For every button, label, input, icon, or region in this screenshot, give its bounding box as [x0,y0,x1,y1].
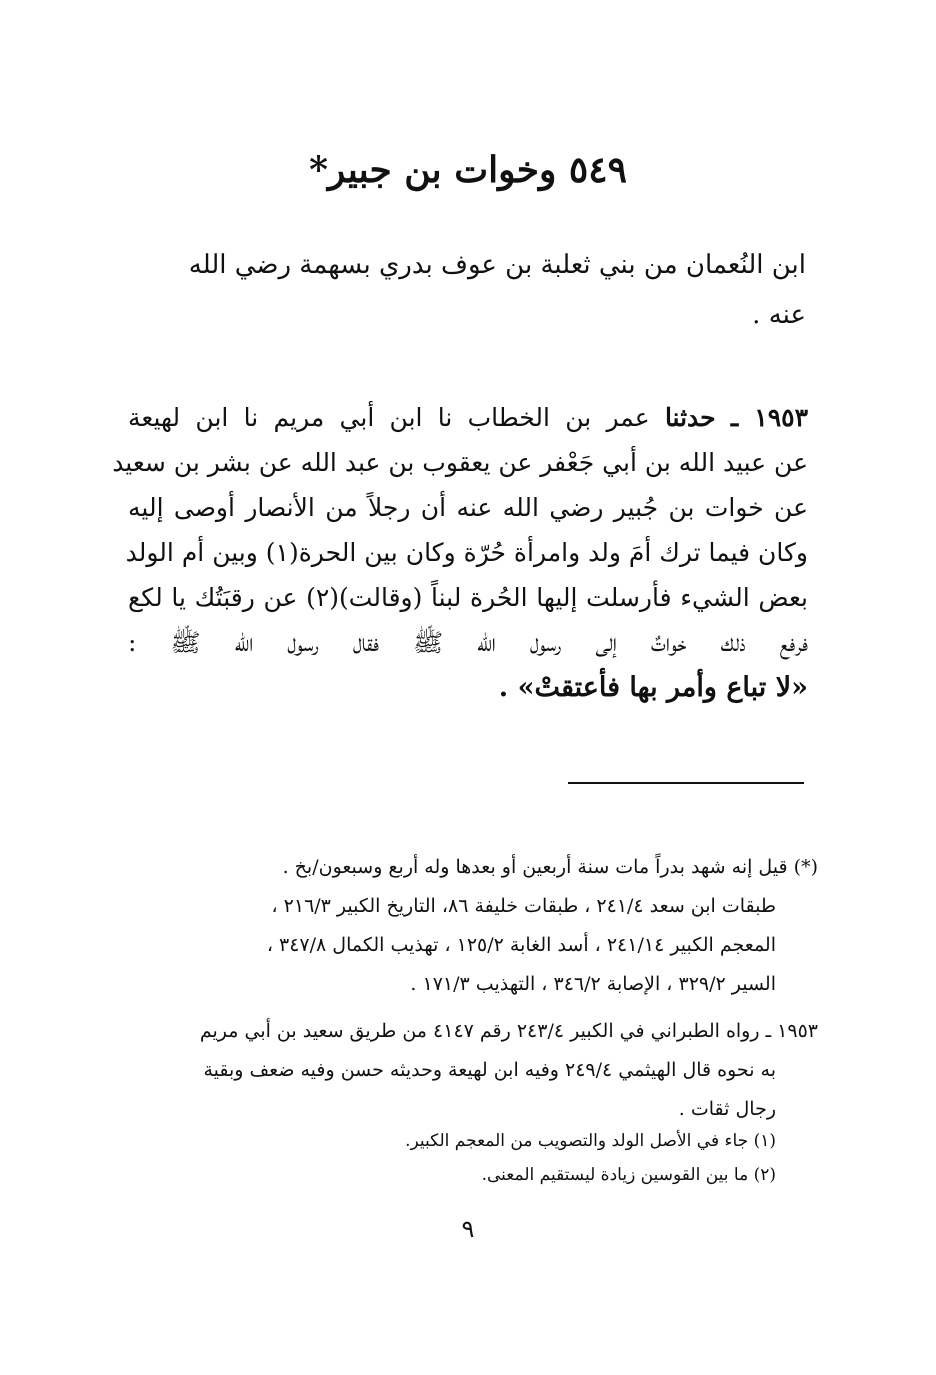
page-number: ٩ [461,1215,475,1243]
hadith-number: ١٩٥٣ ـ [730,403,808,432]
prophetic-saying: «لا تباع وأمر بها فأعتقتْ» . [498,672,808,703]
hadith-line: بعض الشيء فأرسلت إليها الحُرة لبناً (وقالت)(٢) عن رقبَتُك يا لكع [128,583,808,612]
intro-line: عنه . [752,300,806,330]
narrator-intro [126,240,806,340]
hadith-opening-word: حدثنا [664,403,716,432]
takhrij-footnote [118,1012,818,1129]
note-line: (٢) ما بين القوسين زيادة ليستقيم المعنى. [481,1165,776,1185]
footnote-line: به نحوه قال الهيثمي ٢٤٩/٤ وفيه ابن لهيعة وحديثه حسن وفيه ضعف وبقية [203,1059,776,1081]
footnote-line: المعجم الكبير ٢٤١/١٤ ، أسد الغابة ١٢٥/٢ ، تهذيب الكمال ٣٤٧/٨ ، [266,934,776,956]
footnote-line: رجال ثقات . [678,1098,776,1120]
intro-line: ابن النُعمان من بني ثعلبة بن عوف بدري بسهمة رضي الله [188,250,806,280]
biography-footnote [118,848,818,1004]
hadith-line: عن خوات بن جُبير رضي الله عنه أن رجلاً من الأنصار أوصى إليه [128,493,808,522]
entry-title: ٥٤٩ وخوات بن جبير* [309,149,627,191]
hadith-line: فرفع ذلك خواتٌ إلى رسول الله ﷺ فقال رسول الله ﷺ : [128,628,808,657]
footnote-line: طبقات ابن سعد ٢٤١/٤ ، طبقات خليفة ٨٦، التاريخ الكبير ٢١٦/٣ ، [271,895,776,917]
hadith-line: عن عبيد الله بن أبي جَعْفر عن يعقوب بن عبد الله عن بشر بن سعيد [112,448,808,477]
hadith-line: وكان فيما ترك أمَ ولد وامرأة حُرّة وكان بين الحرة(١) وبين أم الولد [125,538,808,567]
hadith-line [128,395,808,440]
hadith-text [112,395,808,710]
footnote-line: ١٩٥٣ ـ رواه الطبراني في الكبير ٢٤٣/٤ رقم ٤١٤٧ من طريق سعيد بن أبي مريم [199,1020,818,1042]
note-line: (١) جاء في الأصل الولد والتصويب من المعجم الكبير. [405,1131,776,1151]
hadith-isnad-start: عمر بن الخطاب نا ابن أبي مريم نا ابن لهيعة [128,403,650,432]
editorial-notes [176,1124,776,1192]
footnote-line: السير ٣٢٩/٢ ، الإصابة ٣٤٦/٢ ، التهذيب ١٧١/٣ . [410,973,776,995]
footnote-line: (*) قيل إنه شهد بدراً مات سنة أربعين أو بعدها وله أربع وسبعون/بخ . [282,856,818,878]
footnote-separator [568,782,804,784]
